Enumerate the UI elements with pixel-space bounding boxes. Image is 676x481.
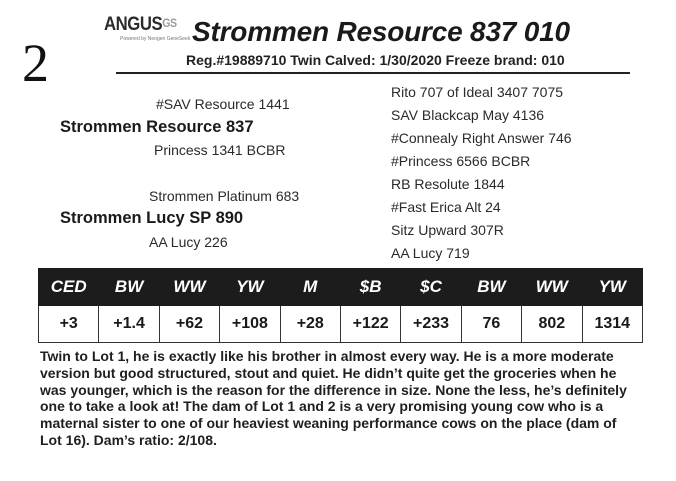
logo-wordmark <box>104 14 177 36</box>
epd-header-row <box>39 269 643 306</box>
logo-accent: GS <box>162 16 177 30</box>
pedigree-ancestor: AA Lucy 719 <box>391 245 470 261</box>
epd-value: +1.4 <box>99 306 159 343</box>
pedigree-ancestor: #Fast Erica Alt 24 <box>391 199 501 215</box>
sire-dam: Princess 1341 BCBR <box>154 142 286 158</box>
epd-value: 76 <box>461 306 521 343</box>
pedigree-ancestor: Sitz Upward 307R <box>391 222 504 238</box>
pedigree-ancestor: SAV Blackcap May 4136 <box>391 107 545 123</box>
registration-line: Reg.#19889710 Twin Calved: 1/30/2020 Freeze brand: 010 <box>186 52 565 68</box>
animal-name: Strommen Resource 837 010 <box>192 16 570 47</box>
sire-sire: #SAV Resource 1441 <box>156 96 290 112</box>
epd-value: 802 <box>522 306 582 343</box>
dam-dam: AA Lucy 226 <box>149 234 228 250</box>
epd-header: YW <box>220 269 280 306</box>
epd-value: +62 <box>159 306 219 343</box>
lot-description: Twin to Lot 1, he is exactly like his brother in almost every way. He is a more moderate version but good structured, stout and quiet. He didn’t quite get the groceries when he was younger, which is the reason for the difference in size. None the less, he’s definitely one to take a look at! The dam of Lot 1 and 2 is a very promising young cow who is a maternal sister to one of our heaviest weaning performance cows on the place (dam of Lot 16). Dam’s ratio: 2/108. <box>40 348 627 448</box>
epd-header: WW <box>522 269 582 306</box>
epd-table <box>38 268 643 343</box>
epd-value: +28 <box>280 306 340 343</box>
pedigree-ancestor: #Princess 6566 BCBR <box>391 153 531 169</box>
epd-header: $C <box>401 269 461 306</box>
epd-header: CED <box>39 269 99 306</box>
dam: Strommen Lucy SP 890 <box>60 209 244 227</box>
epd-header: WW <box>159 269 219 306</box>
epd-value: 1314 <box>582 306 642 343</box>
logo-brand: ANGUS <box>104 14 163 35</box>
epd-header: M <box>280 269 340 306</box>
epd-header: BW <box>99 269 159 306</box>
header-divider <box>116 72 630 74</box>
epd-header: BW <box>461 269 521 306</box>
dam-sire: Strommen Platinum 683 <box>149 188 300 204</box>
lot-number: 2 <box>22 33 49 93</box>
epd-value: +122 <box>340 306 400 343</box>
epd-value-row <box>39 306 643 343</box>
angus-gs-logo <box>104 14 191 48</box>
sire: Strommen Resource 837 <box>60 118 254 136</box>
epd-header: YW <box>582 269 642 306</box>
pedigree-ancestor: #Connealy Right Answer 746 <box>391 130 572 146</box>
epd-value: +233 <box>401 306 461 343</box>
pedigree-ancestor: Rito 707 of Ideal 3407 7075 <box>391 84 564 100</box>
epd-value: +108 <box>220 306 280 343</box>
logo-tagline: Powered by Neogen GeneSeek <box>120 36 191 42</box>
epd-header: $B <box>340 269 400 306</box>
epd-value: +3 <box>39 306 99 343</box>
pedigree-ancestor: RB Resolute 1844 <box>391 176 505 192</box>
